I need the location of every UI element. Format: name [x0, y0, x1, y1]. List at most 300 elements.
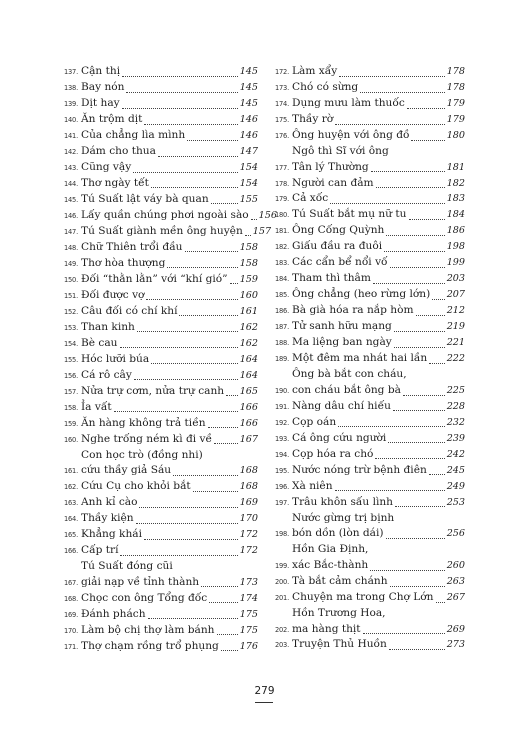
toc-entry-title: [292, 335, 465, 351]
toc-entry-title-line: Chuyện ma trong Chợ Lớn: [292, 590, 434, 603]
toc-entry-title-line: Cứu Cụ cho khỏi bắt: [81, 480, 191, 493]
toc-entry-number: 153.: [64, 322, 78, 332]
toc-entry-number: 169.: [64, 609, 78, 619]
toc-entry-page: 182: [446, 177, 465, 189]
toc-entry-title-line: Thầy kiện: [81, 512, 134, 525]
toc-entry: [275, 191, 465, 207]
toc-entry-title-line: Làm xẩy: [292, 65, 338, 77]
toc-entry: [275, 271, 465, 287]
toc-entry-title: [292, 303, 465, 319]
dot-leader: [390, 267, 445, 268]
toc-entry-page: 145: [239, 81, 258, 93]
toc-entry-number: 152.: [64, 306, 78, 316]
toc-entry-number: 197.: [275, 497, 289, 507]
toc-entry-number: 200.: [275, 576, 289, 586]
toc-entry-page: 263: [446, 575, 465, 587]
toc-entry-number: 182.: [275, 242, 289, 252]
toc-entry-page: 260: [446, 559, 465, 571]
dot-leader: [146, 299, 237, 300]
dot-leader: [122, 108, 238, 109]
toc-entry-title: [81, 639, 258, 655]
toc-entry-page: 219: [446, 321, 465, 333]
toc-entry-title-line: Ma liệng ban ngày: [292, 336, 392, 349]
toc-entry-number: 139.: [64, 98, 78, 108]
toc-entry: [275, 144, 465, 175]
toc-entry-number: 192.: [275, 417, 289, 427]
toc-entry-number: 146.: [64, 210, 78, 220]
toc-entry: [64, 192, 258, 208]
toc-entry: [275, 415, 465, 431]
dot-leader: [394, 331, 445, 332]
toc-entry-page: 146: [239, 113, 258, 125]
toc-entry-title-line: Cọp oán: [292, 415, 337, 428]
toc-entry-title-line: Chọc con ông Tổng đốc: [81, 591, 208, 604]
toc-entry: [275, 112, 465, 128]
toc-entry-title: [292, 112, 465, 128]
dot-leader: [230, 283, 238, 284]
page-number: 279: [254, 685, 275, 697]
toc-entry-number: 178.: [275, 178, 289, 188]
toc-entry-title: [81, 176, 258, 192]
toc-entry-title: [81, 527, 258, 543]
toc-entry-title-line: Cũng vậy: [81, 160, 132, 173]
toc-entry-title-line: Nước gừng trị bịnh: [292, 511, 395, 524]
toc-entry-title: [292, 351, 465, 367]
toc-entry-title-line: Tà bắt cảm chánh: [292, 574, 388, 587]
dot-leader: [217, 634, 238, 635]
toc-entry-title: [81, 607, 258, 623]
toc-entry: [275, 479, 465, 495]
dot-leader: [144, 124, 237, 125]
toc-entry: [64, 623, 258, 639]
toc-entry-page: 165: [239, 385, 258, 397]
toc-entry-page: 181: [446, 161, 465, 173]
dot-leader: [363, 633, 445, 634]
toc-entry-page: 175: [239, 608, 258, 620]
dot-leader: [373, 283, 445, 284]
dot-leader: [339, 76, 444, 77]
toc-entry-title-line: bón dồn (lòn dái): [292, 527, 384, 540]
toc-entry-page: 203: [446, 273, 465, 285]
toc-entry: [275, 80, 465, 96]
toc-entry-page: 159: [239, 273, 258, 285]
toc-entry-title: [292, 64, 465, 80]
toc-entry-title: [81, 368, 258, 384]
toc-entry-page: 167: [239, 433, 258, 445]
toc-entry: [64, 320, 258, 336]
toc-entry-number: 188.: [275, 338, 289, 348]
toc-entry-title: [292, 287, 465, 303]
toc-entry-page: 172: [239, 529, 258, 541]
toc-entry-page: 173: [239, 576, 258, 588]
toc-entry-number: 155.: [64, 354, 78, 364]
toc-entry-page: 232: [446, 416, 465, 428]
dot-leader: [386, 235, 444, 236]
toc-entry-number: 183.: [275, 258, 289, 268]
toc-entry-number: 149.: [64, 258, 78, 268]
toc-entry-title-line: Bay nón: [81, 80, 125, 93]
toc-entry-title-line: Thơ hòa thượng: [81, 256, 166, 269]
toc-entry-title: [81, 192, 258, 208]
toc-entry-number: 180.: [275, 210, 289, 220]
toc-entry-number: 170.: [64, 625, 78, 635]
toc-entry: [64, 96, 258, 112]
dot-leader: [375, 458, 444, 459]
toc-entry-title: [81, 144, 258, 160]
toc-entry-title: [81, 304, 258, 320]
toc-entry-number: 163.: [64, 498, 78, 508]
toc-entry-number: 157.: [64, 386, 78, 396]
toc-entry-title: [81, 591, 258, 607]
dot-leader: [335, 124, 445, 125]
toc-entry-title-line: Cấp trí: [81, 544, 119, 557]
toc-entry-page: 156: [258, 209, 277, 221]
toc-entry-title-line: Nghe trống ném kì đi về: [81, 432, 213, 445]
toc-entry-title: [81, 511, 258, 527]
toc-entry: [275, 431, 465, 447]
toc-entry-title: [81, 320, 258, 336]
toc-entry-title-line: Các cẩn bể nổi vố: [292, 256, 388, 269]
dot-leader: [151, 363, 238, 364]
toc-entry-page: 160: [239, 289, 258, 301]
dot-leader: [179, 315, 237, 316]
toc-entry-title-line: Làm bộ chị thợ làm bánh: [81, 623, 215, 636]
toc-entry-title-line: Hồn Gia Định,: [292, 543, 369, 556]
toc-entry-number: 141.: [64, 130, 78, 140]
toc-entry-title-line: Dụng mưu làm thuốc: [292, 96, 405, 109]
toc-entry: [64, 559, 258, 590]
dot-leader: [394, 347, 445, 348]
toc-entry: [275, 303, 465, 319]
dot-leader: [158, 156, 238, 157]
toc-entry-page: 178: [446, 66, 465, 77]
toc-entry: [275, 590, 465, 606]
toc-entry: [64, 495, 258, 511]
toc-entry-number: 158.: [64, 402, 78, 412]
dot-leader: [173, 475, 238, 476]
toc-entry-page: 186: [446, 225, 465, 237]
toc-entry-title: [81, 495, 258, 511]
toc-entry-title: [81, 128, 258, 144]
toc-entry: [64, 160, 258, 176]
toc-entry-page: 198: [446, 241, 465, 253]
toc-entry-number: 199.: [275, 560, 289, 570]
toc-entry-page: 212: [446, 305, 465, 317]
toc-entry-number: 159.: [64, 418, 78, 428]
toc-entry-title: [81, 64, 258, 80]
toc-entry-title: [81, 543, 258, 559]
toc-entry: [64, 208, 277, 224]
toc-entry-title: [292, 447, 465, 463]
toc-entry-page: 180: [446, 129, 465, 141]
toc-entry: [64, 224, 272, 240]
toc-entry-number: 137.: [64, 67, 78, 76]
toc-entry-page: 207: [446, 289, 465, 301]
toc-entry-page: 168: [239, 465, 258, 477]
toc-entry: [275, 287, 465, 303]
toc-entry-number: 179.: [275, 194, 289, 204]
page-number-underline: [255, 702, 273, 703]
toc-entry-title-line: giải nạp về tỉnh thành: [81, 575, 200, 588]
toc-entry-title-line: Đối “thằn lằn” với “khí gió”: [81, 272, 228, 285]
toc-entry-title-line: Nước nóng trừ bệnh điên: [292, 463, 427, 476]
toc-entry-title-line: Cọp hóa ra chó: [292, 447, 374, 460]
toc-entry: [64, 543, 258, 559]
toc-entry-title: [81, 384, 258, 400]
dot-leader: [376, 187, 445, 188]
toc-entry-title: [81, 352, 258, 368]
toc-entry: [275, 207, 465, 223]
toc-entry-number: 147.: [64, 226, 78, 236]
toc-entry-title-line: Tân lý Thường: [292, 160, 369, 173]
toc-entry-title-line: Ông bà bắt con cháu,: [292, 368, 407, 381]
toc-entry: [64, 511, 258, 527]
toc-entry-title: [292, 415, 465, 431]
dot-leader: [388, 442, 444, 443]
toc-entry-title-line: Nàng dâu chí hiếu: [292, 399, 391, 412]
toc-entry-page: 162: [239, 337, 258, 349]
dot-leader: [120, 555, 237, 556]
toc-entry-title: [81, 559, 258, 590]
toc-entry-page: 273: [446, 639, 465, 651]
toc-entry-number: 173.: [275, 82, 289, 92]
toc-entry-page: 154: [239, 177, 258, 189]
toc-entry-page: 169: [239, 497, 258, 509]
toc-entry-title-line: Tử sanh hữu mạng: [292, 320, 392, 333]
toc-entry-number: 138.: [64, 82, 78, 92]
toc-entry-page: 249: [446, 480, 465, 492]
toc-entry-number: 140.: [64, 114, 78, 124]
dot-leader: [390, 586, 445, 587]
dot-leader: [193, 491, 238, 492]
toc-entry-page: 178: [446, 81, 465, 93]
toc-entry-page: 256: [446, 528, 465, 540]
toc-entry-number: 203.: [275, 640, 289, 650]
toc-entry-number: 166.: [64, 546, 78, 556]
toc-entry-title: [292, 606, 465, 637]
toc-entry-title: [292, 176, 465, 192]
toc-entry: [275, 64, 465, 80]
toc-entry-number: 181.: [275, 226, 289, 236]
dot-leader: [403, 395, 445, 396]
toc-entry-title: [292, 511, 465, 542]
toc-entry: [64, 432, 258, 448]
toc-entry-number: 196.: [275, 481, 289, 491]
dot-leader: [245, 235, 251, 236]
toc-entry-number: 165.: [64, 530, 78, 540]
toc-entry-number: 176.: [275, 130, 289, 140]
toc-entry-title-line: Một đêm ma nhát hai lần: [292, 352, 428, 365]
toc-entry-number: 185.: [275, 290, 289, 300]
toc-entry-number: 145.: [64, 194, 78, 204]
toc-entry-page: 228: [446, 400, 465, 412]
dot-leader: [137, 331, 238, 332]
toc-entry-title: [292, 367, 465, 398]
toc-entry: [275, 495, 465, 511]
toc-entry-title-line: Tú Suất lật váy bà quan: [81, 192, 209, 205]
toc-entry: [64, 448, 258, 479]
toc-entry-title-line: con cháu bắt ông bà: [292, 383, 401, 396]
toc-entry-title-line: Tham thì thâm: [292, 272, 371, 285]
toc-entry: [275, 367, 465, 398]
toc-entry-number: 142.: [64, 146, 78, 156]
toc-entry: [64, 112, 258, 128]
toc-entry-title: [292, 239, 465, 255]
dot-leader: [432, 299, 444, 300]
toc-entry-page: 245: [446, 464, 465, 476]
toc-entry-title-line: Nửa trự cơm, nửa trự canh: [81, 384, 225, 397]
toc-entry: [275, 319, 465, 335]
toc-entry-title: [292, 431, 465, 447]
dot-leader: [185, 251, 238, 252]
toc-entry-number: 154.: [64, 338, 78, 348]
dot-leader: [407, 108, 445, 109]
toc-entry: [64, 288, 258, 304]
dot-leader: [134, 379, 238, 380]
toc-entry: [64, 80, 258, 96]
toc-entry-number: 144.: [64, 178, 78, 188]
toc-entry-title-line: Dám cho thua: [81, 144, 156, 157]
toc-entry-page: 146: [239, 129, 258, 141]
toc-entry-title: [292, 542, 465, 573]
toc-entry-title: [292, 128, 465, 144]
dot-leader: [384, 251, 445, 252]
toc-entry-page: 162: [239, 321, 258, 333]
dot-leader: [221, 650, 238, 651]
toc-entry-title: [81, 336, 258, 352]
toc-entry-page: 166: [239, 417, 258, 429]
dot-leader: [409, 219, 445, 220]
toc-entry-page: 175: [239, 624, 258, 636]
toc-entry-title: [81, 416, 258, 432]
toc-entry: [64, 527, 258, 543]
toc-column-right: [275, 64, 465, 653]
toc-entry-number: 171.: [64, 641, 78, 651]
toc-entry-page: 199: [446, 257, 465, 269]
toc-entry-page: 179: [446, 113, 465, 125]
toc-entry-page: 179: [446, 97, 465, 109]
toc-entry-title-line: Giấu đầu ra đuôi: [292, 240, 383, 253]
toc-entry-title-line: Trâu khôn sấu lình: [292, 495, 393, 508]
toc-entry-title-line: Con học trò (đồng nhi): [81, 448, 203, 461]
toc-entry-title-line: cứu thầy giả Sáu: [81, 464, 172, 477]
toc-entry-title: [81, 623, 258, 639]
toc-entry: [275, 542, 465, 573]
toc-entry-page: 158: [239, 241, 258, 253]
toc-entry-title: [81, 96, 258, 112]
dot-leader: [201, 586, 238, 587]
toc-entry-title: [292, 80, 465, 96]
toc-entry-title: [292, 479, 465, 495]
toc-entry-title-line: Của chẳng lìa mình: [81, 128, 186, 141]
toc-entry-number: 184.: [275, 274, 289, 284]
dot-leader: [429, 363, 444, 364]
toc-entry: [64, 352, 258, 368]
toc-entry-page: 170: [239, 513, 258, 525]
toc-entry-page: 267: [446, 591, 465, 603]
dot-leader: [436, 602, 445, 603]
toc-entry-title: [81, 80, 258, 96]
toc-entry: [64, 256, 258, 272]
toc-entry-number: 201.: [275, 592, 289, 602]
toc-entry-page: 154: [239, 161, 258, 173]
dot-leader: [389, 649, 445, 650]
toc-entry-number: 202.: [275, 624, 289, 634]
dot-leader: [371, 171, 445, 172]
toc-entry: [64, 176, 258, 192]
toc-entry-title-line: Ông chẳng (heo rừng lớn): [292, 288, 431, 301]
toc-entry: [64, 607, 258, 623]
toc-entry-title: [292, 191, 465, 207]
toc-entry-page: 184: [446, 209, 465, 221]
toc-entry-title-line: Lấy quần chúng phơi ngoài sào: [81, 208, 249, 221]
toc-entry: [275, 96, 465, 112]
toc-entry-number: 195.: [275, 465, 289, 475]
toc-entry-title: [81, 160, 258, 176]
toc-entry-title-line: Câu đối có chí khí: [81, 304, 178, 317]
dot-leader: [370, 570, 444, 571]
dot-leader: [411, 140, 444, 141]
toc-entry: [64, 336, 258, 352]
dot-leader: [251, 219, 257, 220]
toc-entry-title-line: Ỉa vất: [81, 400, 112, 413]
toc-entry-title-line: xác Bắc-thành: [292, 558, 369, 571]
toc-entry-title: [292, 399, 465, 415]
toc-entry-page: 161: [239, 305, 258, 317]
dot-leader: [393, 410, 445, 411]
toc-entry-title: [292, 574, 465, 590]
toc-entry: [64, 479, 258, 495]
toc-entry-title-line: Xà niên: [292, 479, 333, 492]
toc-entry: [275, 128, 465, 144]
toc-entry: [275, 176, 465, 192]
toc-entry: [275, 399, 465, 415]
dot-leader: [122, 76, 238, 77]
toc-entry-number: 164.: [64, 514, 78, 524]
toc-entry-title: [81, 112, 258, 128]
toc-entry-title-line: Cá rô cây: [81, 368, 132, 381]
toc-entry-page: 157: [252, 225, 272, 237]
toc-entry-number: 194.: [275, 449, 289, 459]
toc-entry: [275, 239, 465, 255]
dot-leader: [386, 538, 445, 539]
dot-leader: [330, 203, 445, 204]
dot-leader: [120, 347, 238, 348]
toc-entry-number: 160.: [64, 434, 78, 444]
toc-entry: [275, 511, 465, 542]
toc-entry-number: 148.: [64, 242, 78, 252]
toc-entry-number: 162.: [64, 482, 78, 492]
toc-entry: [64, 272, 258, 288]
dot-leader: [136, 523, 238, 524]
toc-entry: [64, 416, 258, 432]
dot-leader: [144, 539, 238, 540]
toc-entry-title-line: Dịt hay: [81, 96, 120, 109]
toc-entry-number: 189.: [275, 354, 289, 364]
toc-entry-page: 172: [239, 545, 258, 557]
toc-entry-title: [292, 637, 465, 653]
toc-entry-title-line: Ăn hàng không trả tiền: [81, 416, 206, 429]
toc-entry-page: 176: [239, 640, 258, 652]
toc-entry-title: [292, 590, 465, 606]
toc-entry-number: 161.: [64, 466, 78, 476]
toc-entry-title: [292, 463, 465, 479]
toc-entry-number: 177.: [275, 162, 289, 172]
toc-entry-title-line: Cá ông cứu người: [292, 431, 387, 444]
dot-leader: [429, 474, 445, 475]
dot-leader: [214, 443, 238, 444]
dot-leader: [211, 203, 238, 204]
